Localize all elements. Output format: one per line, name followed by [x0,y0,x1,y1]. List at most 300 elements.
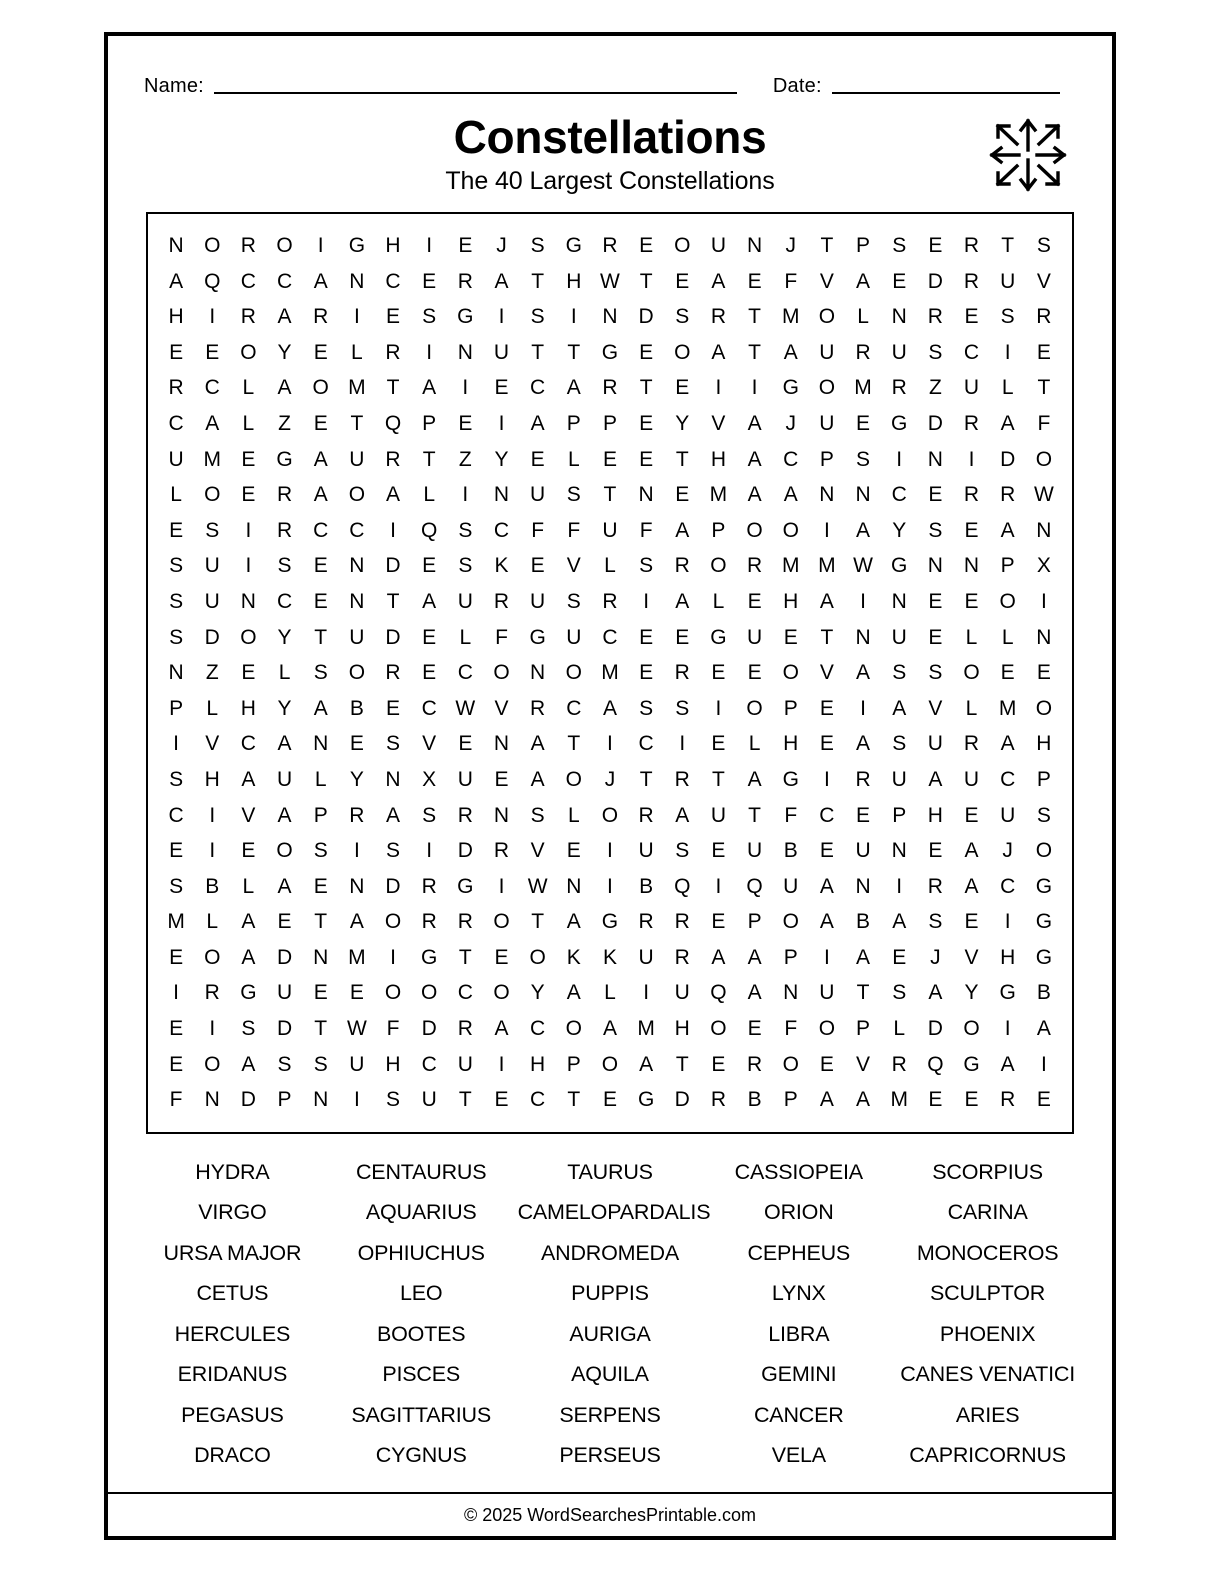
grid-cell[interactable]: A [892,910,907,934]
grid-cell[interactable]: E [169,945,184,969]
grid-cell[interactable]: B [1036,981,1051,1005]
grid-cell[interactable]: R [204,981,220,1005]
grid-cell[interactable]: C [240,269,256,293]
grid-cell[interactable]: E [639,447,654,471]
grid-cell[interactable]: A [856,661,871,685]
word-list-item[interactable]: VELA [771,1443,826,1468]
grid-cell[interactable]: U [963,376,980,400]
grid-cell[interactable]: K [602,945,617,969]
grid-cell[interactable]: E [277,910,292,934]
grid-cell[interactable]: L [206,696,219,720]
grid-cell[interactable]: S [892,661,907,685]
grid-cell[interactable]: E [639,340,654,364]
word-list-item[interactable]: OPHIUCHUS [357,1240,485,1265]
grid-cell[interactable]: Y [349,767,364,791]
grid-cell[interactable]: A [675,518,690,542]
grid-cell[interactable]: E [928,839,943,863]
word-list-item[interactable]: CETUS [196,1281,269,1306]
grid-cell[interactable]: R [385,661,401,685]
grid-cell[interactable]: U [276,981,293,1005]
grid-cell[interactable]: O [493,661,510,685]
grid-cell[interactable]: V [1036,269,1051,293]
grid-cell[interactable]: U [602,518,618,542]
grid-cell[interactable]: I [1040,589,1047,613]
grid-cell[interactable]: E [241,839,256,863]
grid-cell[interactable]: O [782,1052,799,1076]
grid-cell[interactable]: E [1036,1088,1051,1112]
grid-cell[interactable]: G [963,1052,980,1076]
grid-cell[interactable]: G [710,625,727,649]
grid-cell[interactable]: A [856,732,871,756]
grid-cell[interactable]: E [675,625,690,649]
grid-cell[interactable]: V [711,411,726,435]
grid-cell[interactable]: T [386,376,400,400]
grid-cell[interactable]: G [999,981,1016,1005]
grid-cell[interactable]: M [348,376,366,400]
grid-cell[interactable]: U [276,767,293,791]
word-list-item[interactable]: BOOTES [376,1321,466,1346]
grid-cell[interactable]: C [493,518,510,542]
grid-cell[interactable]: J [785,234,796,257]
grid-cell[interactable]: G [891,554,908,578]
grid-cell[interactable]: P [1036,767,1051,791]
grid-cell[interactable]: I [462,376,469,400]
grid-cell[interactable]: E [675,483,690,507]
grid-cell[interactable]: T [422,447,436,471]
grid-cell[interactable]: S [422,305,437,329]
grid-cell[interactable]: E [386,696,401,720]
grid-cell[interactable]: I [353,839,360,863]
grid-cell[interactable]: N [927,554,943,578]
grid-cell[interactable]: V [928,696,943,720]
grid-cell[interactable]: A [313,483,328,507]
grid-cell[interactable]: I [209,839,216,863]
grid-cell[interactable]: D [927,1017,943,1041]
grid-cell[interactable]: O [1035,696,1053,720]
grid-cell[interactable]: W [455,696,476,720]
grid-cell[interactable]: S [675,839,690,863]
grid-cell[interactable]: R [891,1052,907,1076]
grid-cell[interactable]: F [169,1088,183,1112]
grid-cell[interactable]: N [963,554,980,578]
grid-cell[interactable]: H [530,1052,546,1076]
grid-cell[interactable]: T [567,732,581,756]
word-list-item[interactable]: HYDRA [195,1159,270,1184]
grid-cell[interactable]: H [566,269,582,293]
grid-cell[interactable]: V [856,1052,871,1076]
grid-cell[interactable]: P [566,411,581,435]
grid-cell[interactable]: C [530,1088,546,1112]
grid-cell[interactable]: E [711,1052,726,1076]
word-list-item[interactable]: PISCES [382,1362,461,1387]
grid-cell[interactable]: R [457,803,473,827]
grid-cell[interactable]: D [385,874,401,898]
grid-cell[interactable]: T [314,1017,328,1041]
grid-cell[interactable]: N [349,589,365,613]
grid-cell[interactable]: E [747,589,762,613]
grid-cell[interactable]: O [818,305,836,329]
grid-cell[interactable]: A [566,910,581,934]
grid-cell[interactable]: U [638,945,654,969]
grid-cell[interactable]: I [715,376,722,400]
grid-cell[interactable]: E [711,839,726,863]
grid-cell[interactable]: R [168,376,184,400]
grid-cell[interactable]: E [747,661,762,685]
grid-cell[interactable]: E [494,945,509,969]
grid-cell[interactable]: D [204,625,220,649]
grid-cell[interactable]: L [314,767,327,791]
grid-cell[interactable]: U [746,625,763,649]
grid-cell[interactable]: C [349,518,365,542]
grid-cell[interactable]: A [313,447,328,471]
grid-cell[interactable]: M [709,483,728,507]
grid-cell[interactable]: E [964,1088,979,1112]
grid-cell[interactable]: I [498,874,505,898]
grid-cell[interactable]: U [783,874,799,898]
grid-cell[interactable]: A [1036,1017,1051,1041]
grid-cell[interactable]: I [607,732,613,756]
grid-cell[interactable]: N [927,447,943,471]
grid-cell[interactable]: Y [494,447,509,471]
grid-cell[interactable]: A [928,767,943,791]
word-list-item[interactable]: CYGNUS [375,1443,467,1468]
grid-cell[interactable]: T [350,411,364,435]
grid-cell[interactable]: R [746,1052,763,1076]
grid-cell[interactable]: N [819,483,835,507]
grid-cell[interactable]: A [964,839,979,863]
grid-cell[interactable]: U [493,340,510,364]
grid-cell[interactable]: N [746,234,763,257]
grid-cell[interactable]: E [169,518,184,542]
grid-cell[interactable]: I [896,447,903,471]
grid-cell[interactable]: E [928,1088,943,1112]
grid-cell[interactable]: C [276,589,293,613]
grid-cell[interactable]: N [457,340,473,364]
grid-cell[interactable]: U [819,340,835,364]
grid-cell[interactable]: I [823,945,830,969]
word-list-item[interactable]: SAGITTARIUS [351,1402,491,1427]
grid-cell[interactable]: E [169,340,184,364]
grid-cell[interactable]: N [891,589,907,613]
grid-cell[interactable]: E [675,376,690,400]
grid-cell[interactable]: C [457,981,473,1005]
grid-cell[interactable]: T [675,447,689,471]
grid-cell[interactable]: Q [674,874,691,898]
grid-cell[interactable]: E [602,447,617,471]
grid-cell[interactable]: A [675,589,690,613]
grid-cell[interactable]: Y [530,981,545,1005]
grid-cell[interactable]: A [819,910,834,934]
grid-cell[interactable]: D [457,839,473,863]
grid-cell[interactable]: R [240,234,256,257]
grid-cell[interactable]: E [1036,340,1051,364]
grid-cell[interactable]: A [277,732,292,756]
grid-cell[interactable]: C [602,625,618,649]
grid-cell[interactable]: B [783,839,798,863]
grid-cell[interactable]: G [1035,945,1053,969]
grid-cell[interactable]: A [819,1088,834,1112]
grid-cell[interactable]: A [566,376,581,400]
grid-cell[interactable]: A [1000,411,1015,435]
grid-cell[interactable]: J [496,234,507,257]
grid-cell[interactable]: D [240,1088,256,1112]
word-list-item[interactable]: AQUARIUS [365,1200,477,1225]
grid-cell[interactable]: A [856,1088,871,1112]
grid-cell[interactable]: V [819,661,834,685]
grid-cell[interactable]: R [963,732,980,756]
grid-cell[interactable]: N [638,483,654,507]
grid-cell[interactable]: U [819,411,835,435]
grid-cell[interactable]: N [349,554,365,578]
grid-cell[interactable]: R [276,483,293,507]
grid-cell[interactable]: R [855,767,871,791]
grid-cell[interactable]: A [747,447,762,471]
grid-cell[interactable]: S [566,589,581,613]
word-list-item[interactable]: CASSIOPEIA [734,1159,863,1184]
word-list-item[interactable]: SCULPTOR [930,1281,1046,1306]
grid-cell[interactable]: L [567,447,580,471]
grid-cell[interactable]: O [276,839,293,863]
grid-cell[interactable]: A [711,269,726,293]
grid-cell[interactable]: W [853,554,873,578]
grid-cell[interactable]: A [530,411,545,435]
grid-cell[interactable]: E [458,234,473,257]
grid-cell[interactable]: A [711,945,726,969]
grid-cell[interactable]: E [783,625,798,649]
word-list-item[interactable]: PEGASUS [181,1402,284,1427]
grid-cell[interactable]: V [494,696,509,720]
grid-cell[interactable]: A [530,767,545,791]
grid-cell[interactable]: P [277,1088,292,1112]
grid-cell[interactable]: T [386,589,400,613]
grid-cell[interactable]: R [963,234,980,257]
grid-cell[interactable]: R [963,411,980,435]
grid-cell[interactable]: A [241,767,256,791]
grid-cell[interactable]: A [747,411,762,435]
grid-cell[interactable]: O [1035,839,1053,863]
grid-cell[interactable]: E [856,411,871,435]
grid-cell[interactable]: M [890,1088,908,1112]
grid-cell[interactable]: O [999,589,1016,613]
grid-cell[interactable]: I [860,589,866,613]
grid-cell[interactable]: C [421,1052,437,1076]
grid-cell[interactable]: O [601,803,619,827]
grid-cell[interactable]: P [313,803,328,827]
grid-cell[interactable]: T [458,945,472,969]
grid-cell[interactable]: I [1004,910,1011,934]
grid-cell[interactable]: N [313,732,329,756]
word-list-item[interactable]: CEPHEUS [747,1240,851,1265]
grid-cell[interactable]: E [819,732,834,756]
grid-cell[interactable]: H [927,803,943,827]
grid-cell[interactable]: A [313,696,328,720]
grid-cell[interactable]: N [855,625,871,649]
grid-cell[interactable]: A [241,945,256,969]
grid-cell[interactable]: I [426,839,433,863]
grid-cell[interactable]: N [530,661,546,685]
grid-cell[interactable]: O [204,1052,221,1076]
grid-cell[interactable]: I [643,981,650,1005]
grid-cell[interactable]: O [782,910,799,934]
grid-cell[interactable]: R [421,874,437,898]
grid-cell[interactable]: S [169,767,184,791]
grid-cell[interactable]: B [747,1088,762,1112]
grid-cell[interactable]: P [422,411,437,435]
grid-cell[interactable]: Y [675,411,690,435]
grid-cell[interactable]: O [276,234,293,257]
grid-cell[interactable]: S [892,981,907,1005]
grid-cell[interactable]: S [277,554,292,578]
grid-cell[interactable]: V [422,732,437,756]
grid-cell[interactable]: S [928,340,943,364]
grid-cell[interactable]: U [638,839,654,863]
grid-cell[interactable]: O [818,376,836,400]
grid-cell[interactable]: A [277,376,292,400]
grid-cell[interactable]: O [674,340,691,364]
grid-cell[interactable]: W [346,1017,367,1041]
grid-cell[interactable]: G [637,1088,655,1112]
grid-cell[interactable]: J [604,767,616,791]
grid-cell[interactable]: L [965,696,978,720]
grid-cell[interactable]: A [747,945,762,969]
grid-cell[interactable]: O [493,981,510,1005]
name-input-line[interactable] [214,91,737,94]
grid-cell[interactable]: L [423,483,436,507]
grid-cell[interactable]: E [639,625,654,649]
grid-cell[interactable]: N [168,234,184,257]
grid-cell[interactable]: D [674,1088,690,1112]
grid-cell[interactable]: O [312,376,329,400]
grid-cell[interactable]: O [746,518,763,542]
grid-cell[interactable]: R [927,874,943,898]
grid-cell[interactable]: M [637,1017,655,1041]
grid-cell[interactable]: A [530,732,545,756]
grid-cell[interactable]: S [386,732,401,756]
grid-cell[interactable]: M [854,376,872,400]
grid-cell[interactable]: E [928,589,943,613]
grid-cell[interactable]: O [746,696,763,720]
grid-cell[interactable]: F [1037,411,1051,435]
grid-cell[interactable]: C [313,518,329,542]
grid-cell[interactable]: T [458,1088,472,1112]
grid-cell[interactable]: E [964,305,979,329]
grid-cell[interactable]: B [349,696,364,720]
grid-cell[interactable]: E [494,376,509,400]
grid-cell[interactable]: N [855,874,871,898]
grid-cell[interactable]: S [928,518,943,542]
grid-cell[interactable]: K [566,945,581,969]
grid-cell[interactable]: O [963,661,980,685]
grid-cell[interactable]: S [169,625,184,649]
grid-cell[interactable]: V [241,803,256,827]
grid-cell[interactable]: J [1002,839,1013,863]
grid-cell[interactable]: D [421,1017,437,1041]
grid-cell[interactable]: T [748,305,761,329]
grid-cell[interactable]: G [240,981,257,1005]
grid-cell[interactable]: F [784,269,798,293]
grid-cell[interactable]: P [892,803,907,827]
grid-cell[interactable]: Y [277,696,292,720]
grid-cell[interactable]: I [1040,1052,1047,1076]
grid-cell[interactable]: U [674,981,690,1005]
grid-cell[interactable]: R [313,305,329,329]
grid-cell[interactable]: I [426,234,433,257]
grid-cell[interactable]: Z [278,411,291,435]
grid-cell[interactable]: E [639,234,654,257]
grid-cell[interactable]: U [566,625,582,649]
grid-cell[interactable]: O [963,1017,980,1041]
grid-cell[interactable]: I [607,874,613,898]
grid-cell[interactable]: A [494,1017,509,1041]
grid-cell[interactable]: S [422,803,437,827]
grid-cell[interactable]: C [240,732,256,756]
grid-cell[interactable]: E [928,483,943,507]
grid-cell[interactable]: A [422,589,437,613]
grid-cell[interactable]: D [276,1017,293,1041]
word-list-item[interactable]: CAMELOPARDALIS [517,1200,711,1225]
grid-cell[interactable]: M [203,447,221,471]
grid-cell[interactable]: T [748,340,761,364]
grid-cell[interactable]: G [276,447,293,471]
grid-cell[interactable]: L [242,411,255,435]
grid-cell[interactable]: R [602,589,618,613]
grid-cell[interactable]: I [1004,1017,1011,1041]
grid-cell[interactable]: E [711,910,726,934]
grid-cell[interactable]: E [530,447,545,471]
grid-cell[interactable]: E [819,1052,834,1076]
grid-cell[interactable]: N [240,589,256,613]
grid-cell[interactable]: L [965,625,978,649]
grid-cell[interactable]: R [710,1088,726,1112]
grid-cell[interactable]: A [241,1052,256,1076]
grid-cell[interactable]: U [457,767,473,791]
grid-cell[interactable]: T [639,376,653,400]
grid-cell[interactable]: T [531,910,545,934]
grid-cell[interactable]: G [782,767,799,791]
grid-cell[interactable]: L [351,340,363,364]
grid-cell[interactable]: Q [746,874,763,898]
grid-cell[interactable]: F [784,1017,798,1041]
grid-cell[interactable]: I [498,305,505,329]
grid-cell[interactable]: T [531,269,545,293]
grid-cell[interactable]: I [317,234,324,257]
grid-cell[interactable]: E [856,803,871,827]
grid-cell[interactable]: O [204,945,221,969]
grid-cell[interactable]: S [241,1017,256,1041]
grid-cell[interactable]: U [457,589,473,613]
grid-cell[interactable]: E [241,483,256,507]
grid-cell[interactable]: V [566,554,581,578]
grid-cell[interactable]: U [204,554,220,578]
grid-cell[interactable]: I [462,483,469,507]
grid-cell[interactable]: A [711,340,726,364]
grid-cell[interactable]: O [565,767,582,791]
grid-cell[interactable]: V [205,732,220,756]
grid-cell[interactable]: L [1001,376,1014,400]
word-list-item[interactable]: SERPENS [559,1402,661,1427]
grid-cell[interactable]: Z [458,447,472,471]
grid-cell[interactable]: E [964,518,979,542]
grid-cell[interactable]: U [891,625,907,649]
grid-cell[interactable]: A [856,945,871,969]
grid-cell[interactable]: E [349,732,364,756]
grid-cell[interactable]: R [927,305,943,329]
letter-grid[interactable] [158,228,1062,1118]
grid-cell[interactable]: H [1000,945,1016,969]
grid-cell[interactable]: I [715,874,722,898]
grid-cell[interactable]: R [530,696,546,720]
word-list-item[interactable]: CENTAURUS [355,1159,487,1184]
